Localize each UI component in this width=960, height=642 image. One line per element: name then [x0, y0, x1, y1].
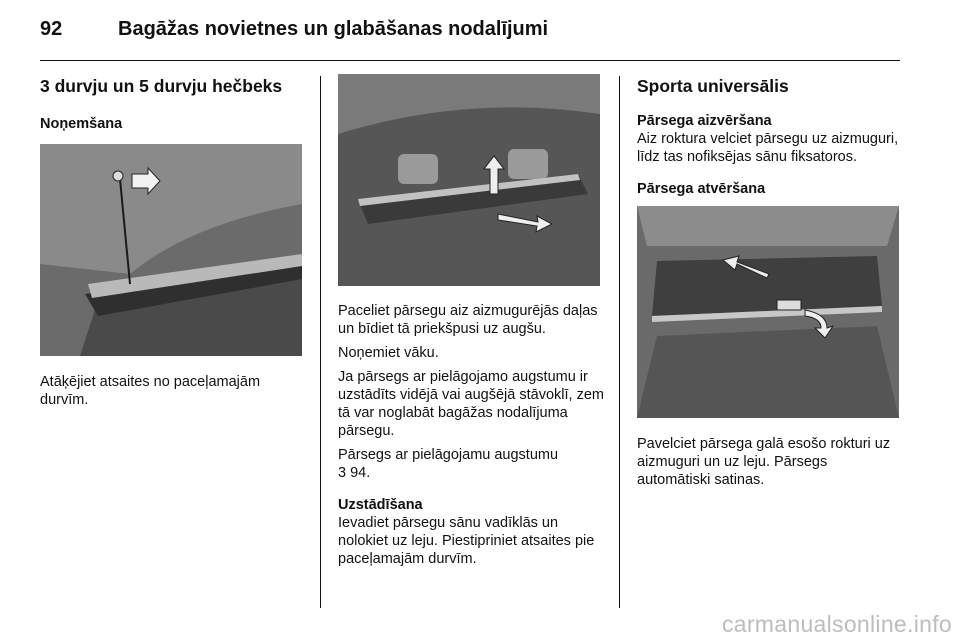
- paragraph-open-cover: Pavelciet pārsega galā esošo rokturi uz aizmuguri un uz leju. Pārsegs automātiski satinas.: [637, 436, 891, 488]
- paragraph-storage-note: Ja pārsegs ar pielāgojamo augstumu ir uzstādīts vidējā vai augšējā stāvoklī, zem tā var noglabāt bagāžas nodalījuma pārsegu.: [338, 369, 604, 439]
- column-instructions: [338, 74, 604, 568]
- watermark: carmanualsonline.info: [721, 611, 952, 637]
- paragraph-lift-cover: Paceliet pārsegu aiz aizmugurējās daļas un bīdiet tā priekšpusi uz augšu.: [338, 303, 598, 337]
- column-divider: [320, 76, 321, 608]
- illustration-strap-detach: [40, 144, 302, 356]
- cross-reference-symbol: 3: [338, 465, 347, 481]
- page-number: 92: [40, 18, 63, 40]
- paragraph-adjustable-floor: [338, 446, 604, 482]
- paragraph-detach-straps: Atāķējiet atsaites no paceļamajām durvīm.: [40, 374, 261, 408]
- illustration-cover-lift: [338, 74, 600, 286]
- subheading-opening-cover: Pārsega atvēršana: [637, 181, 766, 197]
- cross-reference-page: 94.: [350, 465, 371, 481]
- subheading-closing-cover: Pārsega aizvēršana: [637, 113, 772, 129]
- column-divider: [619, 76, 620, 608]
- paragraph-install: Ievadiet pārsegu sānu vadīklās un nolokiet uz leju. Piestipriniet atsaites pie paceļamajām durvīm.: [338, 515, 595, 567]
- page-header: [40, 18, 548, 48]
- paragraph-close-cover: Aiz roktura velciet pārsegu uz aizmuguri, līdz tas nofiksējas sānu fiksatoros.: [637, 131, 899, 165]
- header-rule: [40, 60, 900, 61]
- page-title: Bagāžas novietnes un glabāšanas nodalījumi: [118, 18, 549, 40]
- section-heading-hatchback: 3 durvju un 5 durvju hečbeks: [40, 76, 283, 96]
- subheading-installation: Uzstādīšana: [338, 497, 423, 513]
- illustration-cover-retract: [637, 206, 899, 418]
- section-heading-sports-tourer: Sporta universālis: [637, 76, 789, 96]
- column-hatchback: [40, 74, 302, 409]
- adjustable-floor-text: Pārsegs ar pielāgojamu augstumu: [338, 447, 559, 463]
- column-sports-tourer: [637, 74, 901, 489]
- paragraph-remove-cover: Noņemiet vāku.: [338, 345, 439, 361]
- subheading-removal: Noņemšana: [40, 116, 123, 132]
